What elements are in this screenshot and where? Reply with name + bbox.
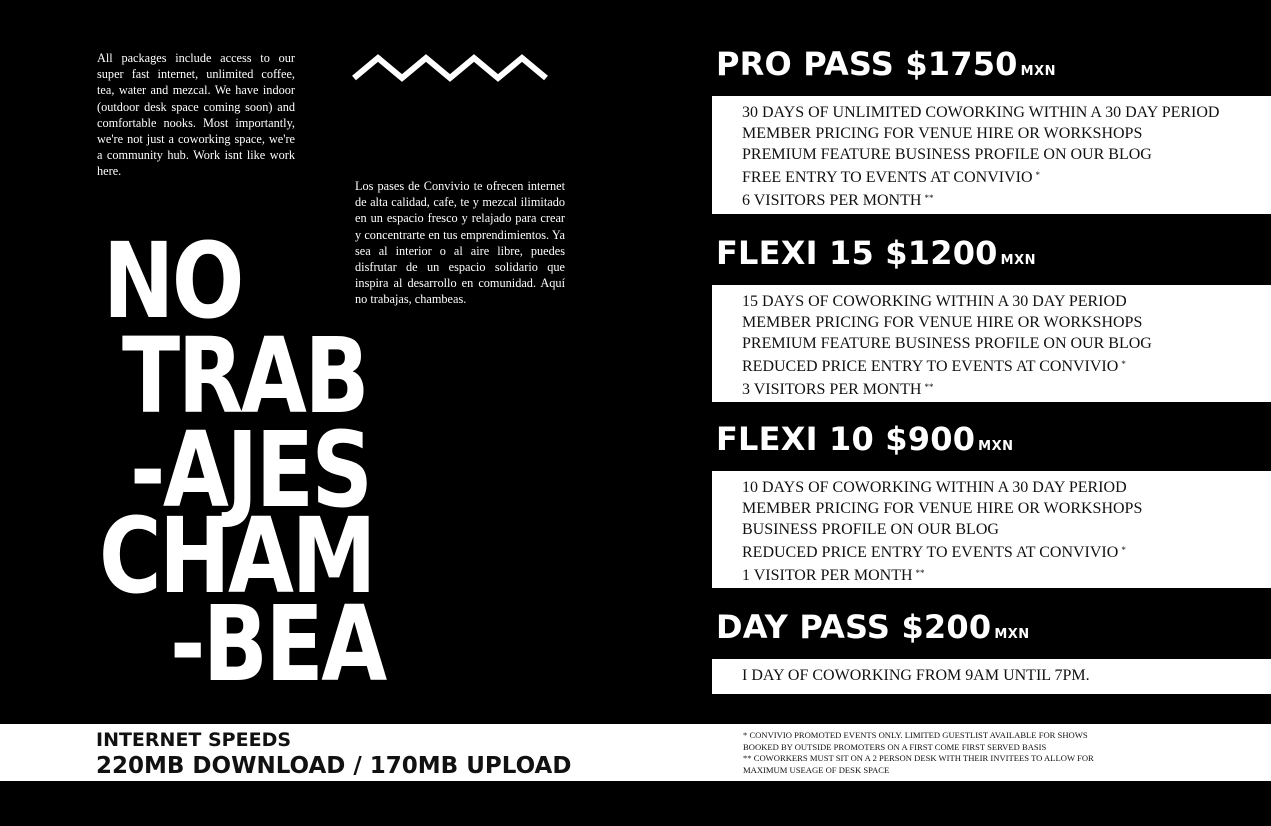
feature-item: MEMBER PRICING FOR VENUE HIRE OR WORKSHOPS xyxy=(742,500,1143,517)
plan-box-pro-pass xyxy=(712,96,1271,214)
feature-item: 6 VISITORS PER MONTH ** xyxy=(742,192,934,209)
footnotes xyxy=(743,730,1123,776)
footnote-marker: * xyxy=(1121,359,1126,369)
feature-item: FREE ENTRY TO EVENTS AT CONVIVIO * xyxy=(742,169,1041,186)
feature-item: BUSINESS PROFILE ON OUR BLOG xyxy=(742,521,999,538)
footnote-marker: * xyxy=(1035,170,1041,180)
headline-line: -BEA xyxy=(170,583,385,705)
plan-title-pro-pass xyxy=(716,46,1056,90)
feature-item: 30 DAYS OF UNLIMITED COWORKING WITHIN A 30 DAY PERIOD xyxy=(742,104,1220,121)
plan-name: PRO PASS $1750 xyxy=(716,45,1018,83)
intro-spanish: Los pases de Convivio te ofrecen internet de alta calidad, cafe, te y mezcal ilimitado en un espacio fresco y relajado para crear y concentrarte en tus emprendimientos. Ya sea al interior o al aire libre, puedes disfrutar de un espacio solidario que inspira al desarrollo en comunidad. Aquí no trabajas, chambeas. xyxy=(355,179,565,307)
plan-box-flexi-10 xyxy=(712,471,1271,588)
plan-currency: MXN xyxy=(1000,253,1036,268)
feature-item: PREMIUM FEATURE BUSINESS PROFILE ON OUR BLOG xyxy=(742,146,1152,163)
feature-item: REDUCED PRICE ENTRY TO EVENTS AT CONVIVIO * xyxy=(742,544,1126,561)
footnote: ** COWORKERS MUST SIT ON A 2 PERSON DESK WITH THEIR INVITEES TO ALLOW FOR MAXIMUM USEAGE OF DESK SPACE xyxy=(743,753,1094,775)
footnote-marker: ** xyxy=(924,382,934,392)
plan-title-flexi-10 xyxy=(716,421,1014,465)
headline-line: -AJES xyxy=(130,409,371,531)
feature-item: MEMBER PRICING FOR VENUE HIRE OR WORKSHOPS xyxy=(742,125,1143,142)
plan-box-day-pass xyxy=(712,659,1271,694)
headline-line: TRAB xyxy=(122,315,368,437)
headline-line: NO xyxy=(103,220,242,342)
footnote-marker: ** xyxy=(915,568,925,578)
feature-item: REDUCED PRICE ENTRY TO EVENTS AT CONVIVIO * xyxy=(742,358,1126,375)
plan-title-day-pass xyxy=(716,609,1030,653)
plan-currency: MXN xyxy=(978,439,1014,454)
feature-item: MEMBER PRICING FOR VENUE HIRE OR WORKSHOPS xyxy=(742,314,1143,331)
internet-speeds-values: 220MB DOWNLOAD / 170MB UPLOAD xyxy=(96,753,572,779)
feature-item: 3 VISITORS PER MONTH ** xyxy=(742,381,934,398)
feature-item: I DAY OF COWORKING FROM 9AM UNTIL 7PM. xyxy=(742,667,1090,684)
plan-name: FLEXI 15 $1200 xyxy=(716,234,998,272)
zigzag-icon xyxy=(350,52,550,84)
plan-box-flexi-15 xyxy=(712,285,1271,402)
footnote: * CONVIVIO PROMOTED EVENTS ONLY. LIMITED GUESTLIST AVAILABLE FOR SHOWS BOOKED BY OUTSIDE PROMOTERS ON A FIRST COME FIRST SERVED BASIS xyxy=(743,730,1088,752)
footnote-marker: * xyxy=(1121,545,1126,555)
plan-name: FLEXI 10 $900 xyxy=(716,420,976,458)
headline-line: CHAM xyxy=(99,495,374,617)
plan-name: DAY PASS $200 xyxy=(716,608,992,646)
plan-currency: MXN xyxy=(994,627,1030,642)
footnote-marker: ** xyxy=(924,193,934,203)
feature-item: 10 DAYS OF COWORKING WITHIN A 30 DAY PERIOD xyxy=(742,479,1127,496)
feature-item: 1 VISITOR PER MONTH ** xyxy=(742,567,925,584)
internet-speeds-label: INTERNET SPEEDS xyxy=(96,729,292,751)
feature-item: PREMIUM FEATURE BUSINESS PROFILE ON OUR BLOG xyxy=(742,335,1152,352)
plan-title-flexi-15 xyxy=(716,235,1036,279)
plan-currency: MXN xyxy=(1020,64,1056,79)
feature-item: 15 DAYS OF COWORKING WITHIN A 30 DAY PERIOD xyxy=(742,293,1127,310)
intro-english: All packages include access to our super fast internet, unlimited coffee, tea, water and mezcal. We have indoor (outdoor desk space coming soon) and comfortable nooks. Most importantly, we're not just a coworking space, we're a community hub. Work isnt like work here. xyxy=(97,51,295,179)
